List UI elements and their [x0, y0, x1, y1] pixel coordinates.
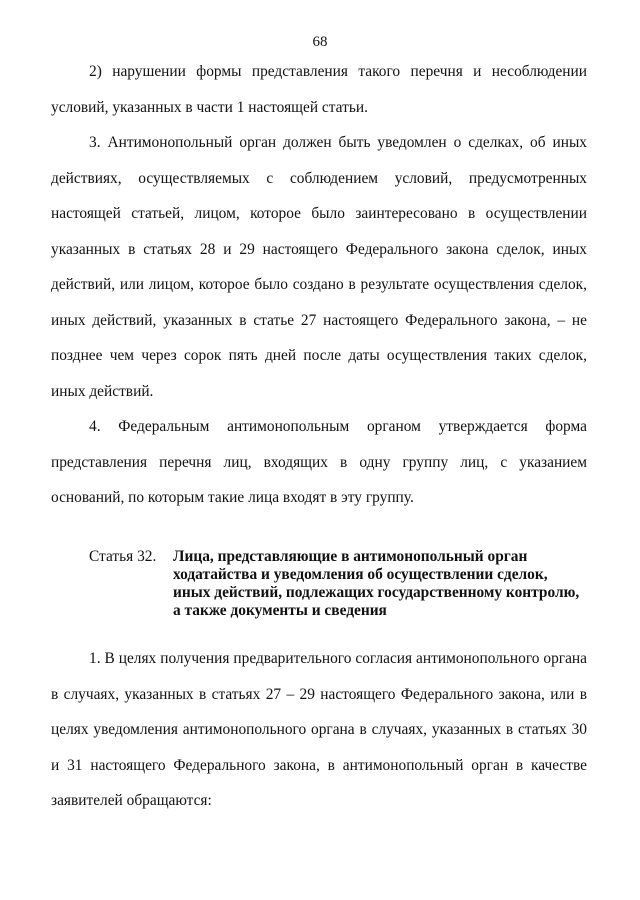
paragraph: 2) нарушении формы представления такого перечня и несоблюдении условий, указанных в части 1 настоящей статьи. — [51, 63, 587, 116]
paragraph: 4. Федеральным антимонопольным органом утверждается форма представления перечня лиц, входящих в одну группу лиц, с указанием оснований, по которым такие лица входят в эту группу. — [51, 418, 587, 506]
paragraph: 1. В целях получения предварительного согласия антимонопольного органа в случаях, указанных в статьях 27 – 29 настоящего Федерального закона, или в целях уведомления антимонопольного органа в случаях, указанных в статьях 30 и 31 настоящего Федерального закона, в антимонопольный орган в качестве заявителей обращаются: — [51, 650, 587, 809]
article-title: Лица, представляющие в антимонопольный орган ходатайства и уведомления об осуществлении сделок, иных действий, подлежащих государственному контролю, а также документы и сведения — [173, 548, 580, 619]
paragraph: 3. Антимонопольный орган должен быть уведомлен о сделках, об иных действиях, осуществляемых с соблюдением условий, предусмотренных настоящей статьей, лицом, которое было заинтересовано в осуществлении указанных в статьях 28 и 29 настоящего Федерального закона сделок, иных действий, или лицом, которое было создано в результате осуществления сделок, иных действий, указанных в статье 27 настоящего Федерального закона, – не позднее чем через сорок пять дней после даты осуществления таких сделок, иных действий. — [51, 134, 587, 400]
page-number: 68 — [312, 34, 328, 50]
article-label: Статья 32. — [89, 548, 157, 565]
